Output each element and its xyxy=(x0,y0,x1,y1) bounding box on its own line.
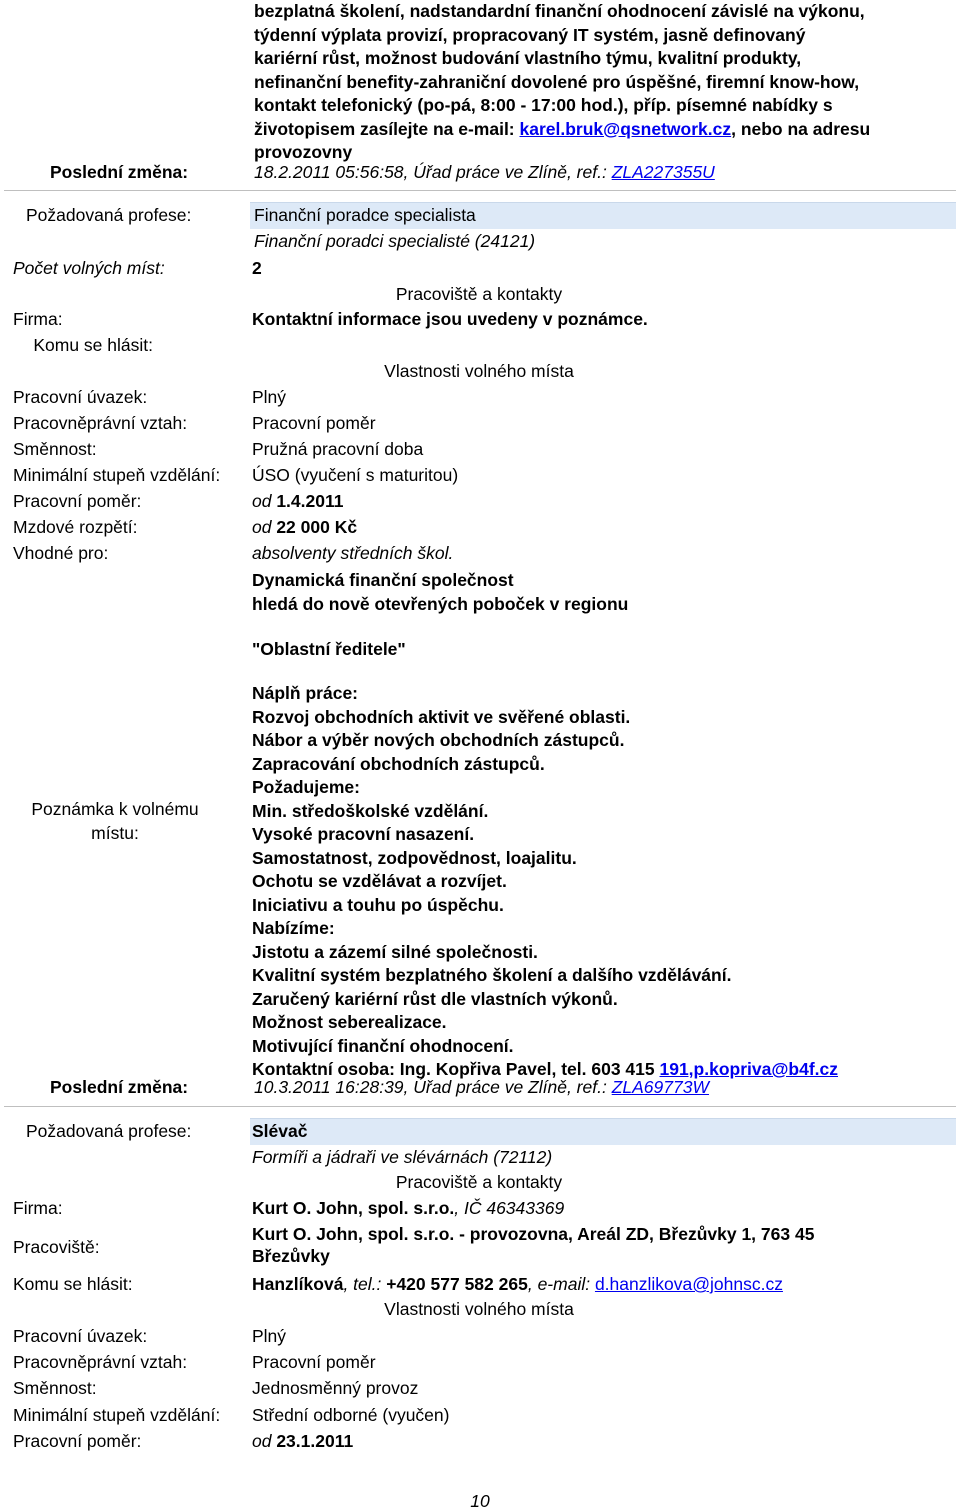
company-name: Kurt O. John, spol. s.r.o. xyxy=(252,1198,455,1218)
contact-label: Komu se hlásit: xyxy=(13,1274,133,1294)
ref-link[interactable]: ZLA227355U xyxy=(611,162,715,182)
intro-line: kariérní růst, možnost budování vlastního týmu, kvalitní produkty, xyxy=(254,48,802,68)
workplace-value xyxy=(252,1223,814,1267)
section-workplace: Pracoviště a kontakty xyxy=(395,1172,563,1192)
intro-line: kontakt telefonický (po-pá, 8:00 - 17:00 hod.), příp. písemné nabídky s xyxy=(254,95,833,115)
profession-value: Slévač xyxy=(252,1121,308,1141)
contact-value xyxy=(252,1273,783,1295)
company-ico: , IČ 46343369 xyxy=(454,1198,565,1218)
company-label: Firma: xyxy=(13,1198,63,1218)
salary-label: Mzdové rozpětí: xyxy=(13,517,138,537)
note-title: "Oblastní ředitele" xyxy=(252,639,406,659)
suitable-label: Vhodné pro: xyxy=(13,543,109,563)
note-line: Ochotu se vzdělávat a rozvíjet. xyxy=(252,871,507,891)
employment-label: Pracovní poměr: xyxy=(13,1431,142,1451)
note-line: Samostatnost, zodpovědnost, loajalitu. xyxy=(252,847,577,868)
shift-value: Pružná pracovní doba xyxy=(252,439,424,459)
section-properties: Vlastnosti volného místa xyxy=(384,361,574,381)
note-line: Rozvoj obchodních aktivit ve svěřené oblasti. xyxy=(252,706,631,727)
employment-value xyxy=(252,1430,353,1452)
intro-line: provozovny xyxy=(254,142,353,162)
profession-highlight xyxy=(250,1118,956,1145)
last-change-text: 18.2.2011 05:56:58, Úřad práce ve Zlíně, ref.: xyxy=(254,162,612,182)
note-label xyxy=(20,797,210,845)
note-heading xyxy=(252,568,628,616)
profession-category: Formíři a jádraři ve slévárnách (72112) xyxy=(252,1147,553,1167)
positions-value: 2 xyxy=(252,258,262,278)
workload-value: Plný xyxy=(252,1326,287,1346)
intro-line: bezplatná školení, nadstandardní finanční ohodnocení závislé na výkonu, xyxy=(254,1,865,21)
shift-label: Směnnost: xyxy=(13,1378,97,1398)
employment-value xyxy=(252,490,343,512)
note-line: Požadujeme: xyxy=(252,777,360,797)
relation-label: Pracovněprávní vztah: xyxy=(13,413,188,433)
note-line: Motivující finanční ohodnocení. xyxy=(252,1035,514,1056)
intro-line: nefinanční benefity-zahraniční dovolené pro úspěšné, firemní know-how, xyxy=(254,71,860,92)
positions-label: Počet volných míst: xyxy=(13,258,165,278)
note-line: Iniciativu a touhu po úspěchu. xyxy=(252,894,504,915)
workplace-label: Pracoviště: xyxy=(13,1237,100,1257)
last-change-value xyxy=(254,1076,709,1098)
divider xyxy=(4,1106,956,1107)
salary-prefix: od xyxy=(252,517,277,537)
note-heading-line: Dynamická finanční společnost xyxy=(252,570,514,590)
intro-line xyxy=(254,118,870,142)
contact-tel: +420 577 582 265 xyxy=(386,1274,528,1294)
note-line: Jistotu a zázemí silné společnosti. xyxy=(252,941,538,962)
ref-link[interactable]: ZLA69773W xyxy=(611,1077,709,1097)
note-line: Náplň práce: xyxy=(252,683,358,703)
contact-name: Hanzlíková xyxy=(252,1274,344,1294)
workplace-line: Březůvky xyxy=(252,1246,330,1266)
job1-intro xyxy=(254,0,870,165)
profession-value: Finanční poradce specialista xyxy=(254,205,476,225)
note-contact-link[interactable]: 191,p.kopriva@b4f.cz xyxy=(659,1059,839,1079)
workload-label: Pracovní úvazek: xyxy=(13,1326,148,1346)
last-change-text: 10.3.2011 16:28:39, Úřad práce ve Zlíně, ref.: xyxy=(254,1077,612,1097)
note-line: Vysoké pracovní nasazení. xyxy=(252,824,475,844)
last-change-value xyxy=(254,161,715,183)
profession-label: Požadovaná profese: xyxy=(26,205,192,225)
employment-label: Pracovní poměr: xyxy=(13,491,142,511)
employment-date: 23.1.2011 xyxy=(276,1431,354,1451)
section-workplace: Pracoviště a kontakty xyxy=(395,284,563,304)
relation-value: Pracovní poměr xyxy=(252,413,376,433)
note-body xyxy=(252,682,838,1082)
section-properties: Vlastnosti volného místa xyxy=(384,1299,574,1319)
note-line: Možnost seberealizace. xyxy=(252,1012,447,1032)
education-label: Minimální stupeň vzdělání: xyxy=(13,465,221,485)
note-contact-text: Kontaktní osoba: Ing. Kopřiva Pavel, tel. 603 415 xyxy=(252,1059,660,1079)
intro-line: týdenní výplata provizí, propracovaný IT systém, jasně definovaný xyxy=(254,24,806,45)
company-label: Firma: xyxy=(13,309,63,329)
note-line: Nábor a výběr nových obchodních zástupců. xyxy=(252,730,625,750)
note-line: Zapracování obchodních zástupců. xyxy=(252,753,545,774)
divider xyxy=(4,190,956,191)
email-link[interactable]: karel.bruk@qsnetwork.cz xyxy=(519,118,732,139)
shift-value: Jednosměnný provoz xyxy=(252,1378,419,1398)
contact-email-link[interactable]: d.hanzlikova@johnsc.cz xyxy=(594,1274,783,1294)
employment-prefix: od xyxy=(252,1431,277,1451)
last-change-label: Poslední změna: xyxy=(50,162,189,182)
note-line: Nabízíme: xyxy=(252,918,335,938)
profession-category: Finanční poradci specialisté (24121) xyxy=(254,231,536,251)
education-value: Střední odborné (vyučen) xyxy=(252,1405,450,1425)
employment-date: 1.4.2011 xyxy=(276,491,344,511)
last-change-label: Poslední změna: xyxy=(50,1077,189,1097)
education-label: Minimální stupeň vzdělání: xyxy=(13,1405,221,1425)
workplace-line: Kurt O. John, spol. s.r.o. - provozovna, Areál ZD, Březůvky 1, 763 45 xyxy=(252,1224,815,1244)
contact-email-label: , e-mail: xyxy=(527,1274,595,1294)
intro-text: , nebo na adresu xyxy=(731,118,871,139)
page-number: 10 xyxy=(470,1491,490,1511)
shift-label: Směnnost: xyxy=(13,439,97,459)
note-label-line: místu: xyxy=(91,823,139,843)
note-line: Zaručený kariérní růst dle vlastních výkonů. xyxy=(252,988,618,1009)
salary-amount: 22 000 Kč xyxy=(276,517,358,537)
relation-label: Pracovněprávní vztah: xyxy=(13,1352,188,1372)
workload-label: Pracovní úvazek: xyxy=(13,387,148,407)
workload-value: Plný xyxy=(252,387,287,407)
contact-tel-label: , tel.: xyxy=(343,1274,387,1294)
education-value: ÚSO (vyučení s maturitou) xyxy=(252,465,459,485)
note-heading-line: hledá do nově otevřených poboček v regionu xyxy=(252,594,629,614)
company-value xyxy=(252,1197,564,1219)
note-line: Kvalitní systém bezplatného školení a dalšího vzdělávání. xyxy=(252,965,732,985)
salary-value xyxy=(252,516,357,538)
employment-prefix: od xyxy=(252,491,277,511)
note-line: Min. středoškolské vzdělání. xyxy=(252,800,489,821)
contact-label: Komu se hlásit: xyxy=(33,335,153,355)
relation-value: Pracovní poměr xyxy=(252,1352,376,1372)
intro-text: životopisem zasílejte na e-mail: xyxy=(254,118,520,139)
profession-label: Požadovaná profese: xyxy=(26,1121,192,1141)
note-label-line: Poznámka k volnému xyxy=(31,799,199,819)
suitable-value: absolventy středních škol. xyxy=(252,543,454,563)
company-value: Kontaktní informace jsou uvedeny v poznámce. xyxy=(252,309,648,329)
